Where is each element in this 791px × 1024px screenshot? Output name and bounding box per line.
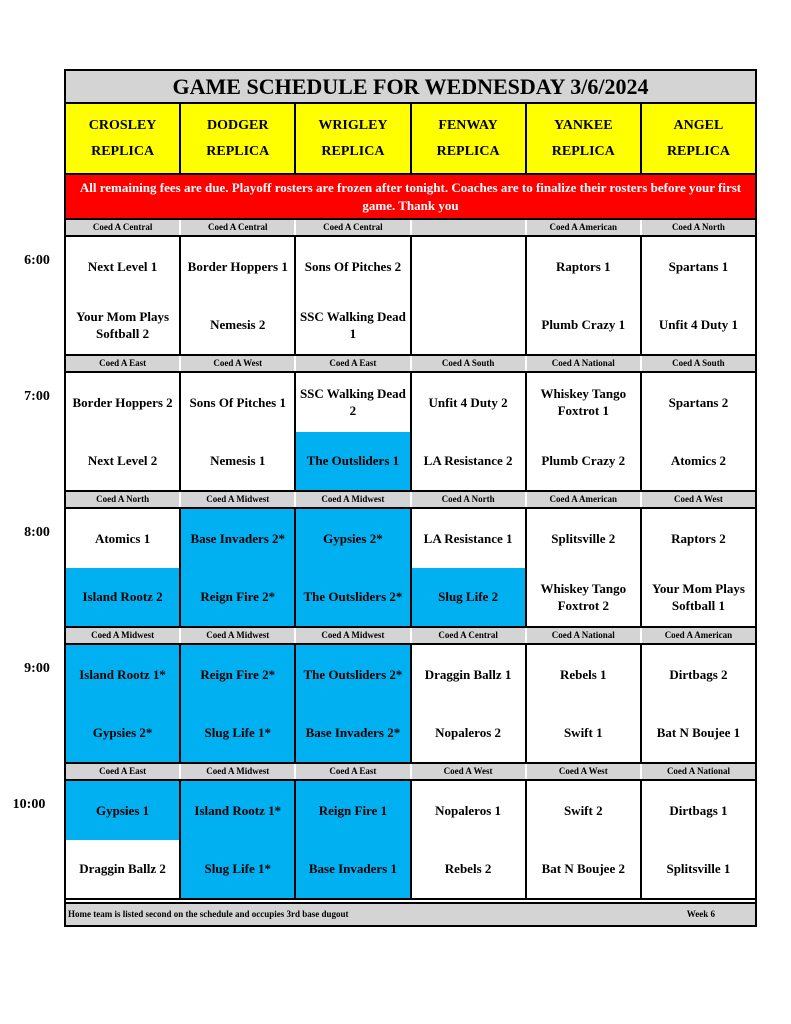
away-team: Nopaleros 1 — [435, 802, 502, 818]
field-name: DODGER — [207, 117, 269, 133]
division-label: Coed A West — [181, 356, 296, 371]
game-cell — [527, 237, 642, 354]
away-team: Sons Of Pitches 1 — [189, 394, 286, 410]
division-label: Coed A Midwest — [296, 492, 411, 507]
home-team: Nemesis 2 — [210, 317, 266, 333]
game-cell — [66, 509, 181, 626]
away-team: Island Rootz 1* — [181, 781, 294, 840]
away-team — [412, 237, 525, 296]
game-cell — [412, 645, 527, 762]
game-cell — [181, 781, 296, 898]
away-team: Draggin Ballz 1 — [424, 666, 512, 682]
division-label: Coed A West — [642, 492, 755, 507]
home-team: Bat N Boujee 2 — [541, 861, 625, 877]
field-angel — [642, 104, 755, 173]
field-dodger — [181, 104, 296, 173]
division-label: Coed A American — [527, 220, 642, 235]
away-team: LA Resistance 1 — [423, 530, 513, 546]
game-cell — [66, 781, 181, 898]
division-label: Coed A East — [296, 356, 411, 371]
home-team: Slug Life 1* — [181, 840, 294, 899]
division-label: Coed A East — [296, 764, 411, 779]
game-cell — [296, 373, 411, 490]
field-sub: REPLICA — [321, 143, 385, 159]
game-cell — [66, 373, 181, 490]
game-cell — [642, 509, 755, 626]
game-cell — [296, 781, 411, 898]
away-team: Gypsies 1 — [66, 781, 179, 840]
home-team: Draggin Ballz 2 — [79, 861, 166, 877]
division-row — [66, 764, 755, 779]
away-team: Raptors 1 — [556, 258, 611, 274]
game-cell — [412, 781, 527, 898]
field-sub: REPLICA — [206, 143, 270, 159]
time-label: 10:00 — [12, 797, 46, 812]
division-label: Coed A Midwest — [181, 764, 296, 779]
away-team: Base Invaders 2* — [181, 509, 294, 568]
home-team: Your Mom Plays Softball 1 — [651, 580, 745, 613]
game-cell — [296, 237, 411, 354]
away-team: Splitsville 2 — [551, 530, 616, 546]
away-team: Next Level 1 — [87, 258, 158, 274]
division-label: Coed A American — [527, 492, 642, 507]
game-cell — [66, 237, 181, 354]
home-team: Plumb Crazy 1 — [541, 317, 626, 333]
home-team: Splitsville 1 — [666, 861, 731, 877]
away-team: Gypsies 2* — [296, 509, 409, 568]
away-team: Rebels 1 — [559, 666, 607, 682]
home-team: Your Mom Plays Softball 2 — [76, 308, 170, 341]
home-team: Rebels 2 — [444, 861, 492, 877]
home-team: Nemesis 1 — [210, 453, 266, 469]
field-sub: REPLICA — [666, 143, 730, 159]
home-team: Slug Life 1* — [181, 704, 294, 763]
field-sub: REPLICA — [551, 143, 615, 159]
away-team: Atomics 1 — [94, 530, 151, 546]
division-label: Coed A North — [412, 492, 527, 507]
game-cell — [296, 645, 411, 762]
home-team: Unfit 4 Duty 1 — [658, 317, 738, 333]
home-team: SSC Walking Dead 1 — [299, 308, 406, 341]
division-row — [66, 628, 755, 643]
game-cell — [642, 373, 755, 490]
away-team: Sons Of Pitches 2 — [304, 258, 402, 274]
field-name: FENWAY — [438, 117, 498, 133]
game-cell — [181, 373, 296, 490]
time-slot-row — [66, 779, 755, 900]
division-label: Coed A American — [642, 628, 755, 643]
game-cell — [642, 781, 755, 898]
division-label: Coed A Midwest — [181, 492, 296, 507]
division-label: Coed A East — [66, 764, 181, 779]
division-label: Coed A West — [412, 764, 527, 779]
time-slot-row — [66, 507, 755, 628]
away-team: Spartans 2 — [668, 394, 729, 410]
field-name: WRIGLEY — [318, 117, 388, 133]
division-label: Coed A Central — [296, 220, 411, 235]
division-label: Coed A Midwest — [296, 628, 411, 643]
away-team: Reign Fire 2* — [181, 645, 294, 704]
home-team: Plumb Crazy 2 — [541, 453, 626, 469]
game-cell — [642, 237, 755, 354]
home-team: Atomics 2 — [670, 453, 727, 469]
home-team: Whiskey Tango Foxtrot 2 — [540, 580, 627, 613]
footer-bar — [66, 902, 755, 925]
game-cell — [181, 509, 296, 626]
division-row — [66, 492, 755, 507]
home-team: Reign Fire 2* — [181, 568, 294, 627]
division-label: Coed A South — [642, 356, 755, 371]
game-cell — [296, 509, 411, 626]
footer-note: Home team is listed second on the schedule and occupies 3rd base dugout — [68, 909, 349, 919]
away-team: Unfit 4 Duty 2 — [428, 394, 508, 410]
away-team: Dirtbags 1 — [669, 802, 728, 818]
division-label: Coed A North — [642, 220, 755, 235]
away-team: Island Rootz 1* — [66, 645, 179, 704]
home-team: LA Resistance 2 — [423, 453, 513, 469]
time-label: 9:00 — [24, 661, 50, 676]
field-name: ANGEL — [673, 117, 724, 133]
division-label: Coed A Midwest — [66, 628, 181, 643]
game-cell — [181, 237, 296, 354]
game-cell — [527, 373, 642, 490]
field-fenway — [412, 104, 527, 173]
home-team: The Outsliders 2* — [296, 568, 409, 627]
time-slot-row — [66, 371, 755, 492]
away-team: Border Hoppers 1 — [187, 258, 288, 274]
away-team: Spartans 1 — [668, 258, 729, 274]
game-cell — [412, 509, 527, 626]
away-team: Raptors 2 — [671, 530, 726, 546]
game-cell — [527, 645, 642, 762]
division-label: Coed A National — [527, 628, 642, 643]
away-team: Dirtbags 2 — [669, 666, 728, 682]
home-team: Base Invaders 1 — [296, 840, 409, 899]
week-label: Week 6 — [686, 909, 715, 919]
field-header-row — [66, 104, 755, 175]
game-cell — [181, 645, 296, 762]
field-name: CROSLEY — [88, 117, 157, 133]
game-cell — [66, 645, 181, 762]
away-team: The Outsliders 2* — [296, 645, 409, 704]
division-label: Coed A West — [527, 764, 642, 779]
division-label: Coed A Midwest — [181, 628, 296, 643]
home-team: Base Invaders 2* — [296, 704, 409, 763]
division-label — [412, 220, 527, 235]
division-label: Coed A Central — [412, 628, 527, 643]
away-team: SSC Walking Dead 2 — [299, 386, 406, 419]
division-label: Coed A North — [66, 492, 181, 507]
notice-banner: All remaining fees are due. Playoff rosters are frozen after tonight. Coaches are to finalize their rosters before your first game. Thank you — [66, 175, 755, 220]
time-label: 8:00 — [24, 525, 50, 540]
home-team: Island Rootz 2 — [66, 568, 179, 627]
schedule-table — [64, 69, 757, 927]
time-label: 6:00 — [24, 253, 50, 268]
away-team: Reign Fire 1 — [296, 781, 409, 840]
division-label: Coed A National — [527, 356, 642, 371]
home-team: Gypsies 2* — [66, 704, 179, 763]
away-team: Whiskey Tango Foxtrot 1 — [540, 386, 627, 419]
game-cell — [642, 645, 755, 762]
division-label: Coed A East — [66, 356, 181, 371]
home-team: Swift 1 — [563, 725, 603, 741]
division-label: Coed A South — [412, 356, 527, 371]
time-slot-row — [66, 235, 755, 356]
home-team: Nopaleros 2 — [435, 725, 502, 741]
division-row — [66, 220, 755, 235]
home-team — [412, 296, 525, 355]
field-sub: REPLICA — [436, 143, 500, 159]
time-label: 7:00 — [24, 389, 50, 404]
division-row — [66, 356, 755, 371]
away-team: Border Hoppers 2 — [72, 394, 173, 410]
home-team: The Outsliders 1 — [296, 432, 409, 491]
division-label: Coed A Central — [66, 220, 181, 235]
field-crosley — [66, 104, 181, 173]
division-label: Coed A National — [642, 764, 755, 779]
schedule-title: GAME SCHEDULE FOR WEDNESDAY 3/6/2024 — [66, 71, 755, 104]
division-label: Coed A Central — [181, 220, 296, 235]
game-cell — [527, 509, 642, 626]
field-sub: REPLICA — [91, 143, 155, 159]
field-yankee — [527, 104, 642, 173]
game-cell — [412, 237, 527, 354]
time-slot-row — [66, 643, 755, 764]
game-cell — [527, 781, 642, 898]
field-name: YANKEE — [553, 117, 613, 133]
home-team: Bat N Boujee 1 — [656, 725, 741, 741]
away-team: Swift 2 — [563, 802, 603, 818]
home-team: Slug Life 2 — [412, 568, 525, 627]
game-cell — [412, 373, 527, 490]
home-team: Next Level 2 — [87, 453, 158, 469]
field-wrigley — [296, 104, 411, 173]
